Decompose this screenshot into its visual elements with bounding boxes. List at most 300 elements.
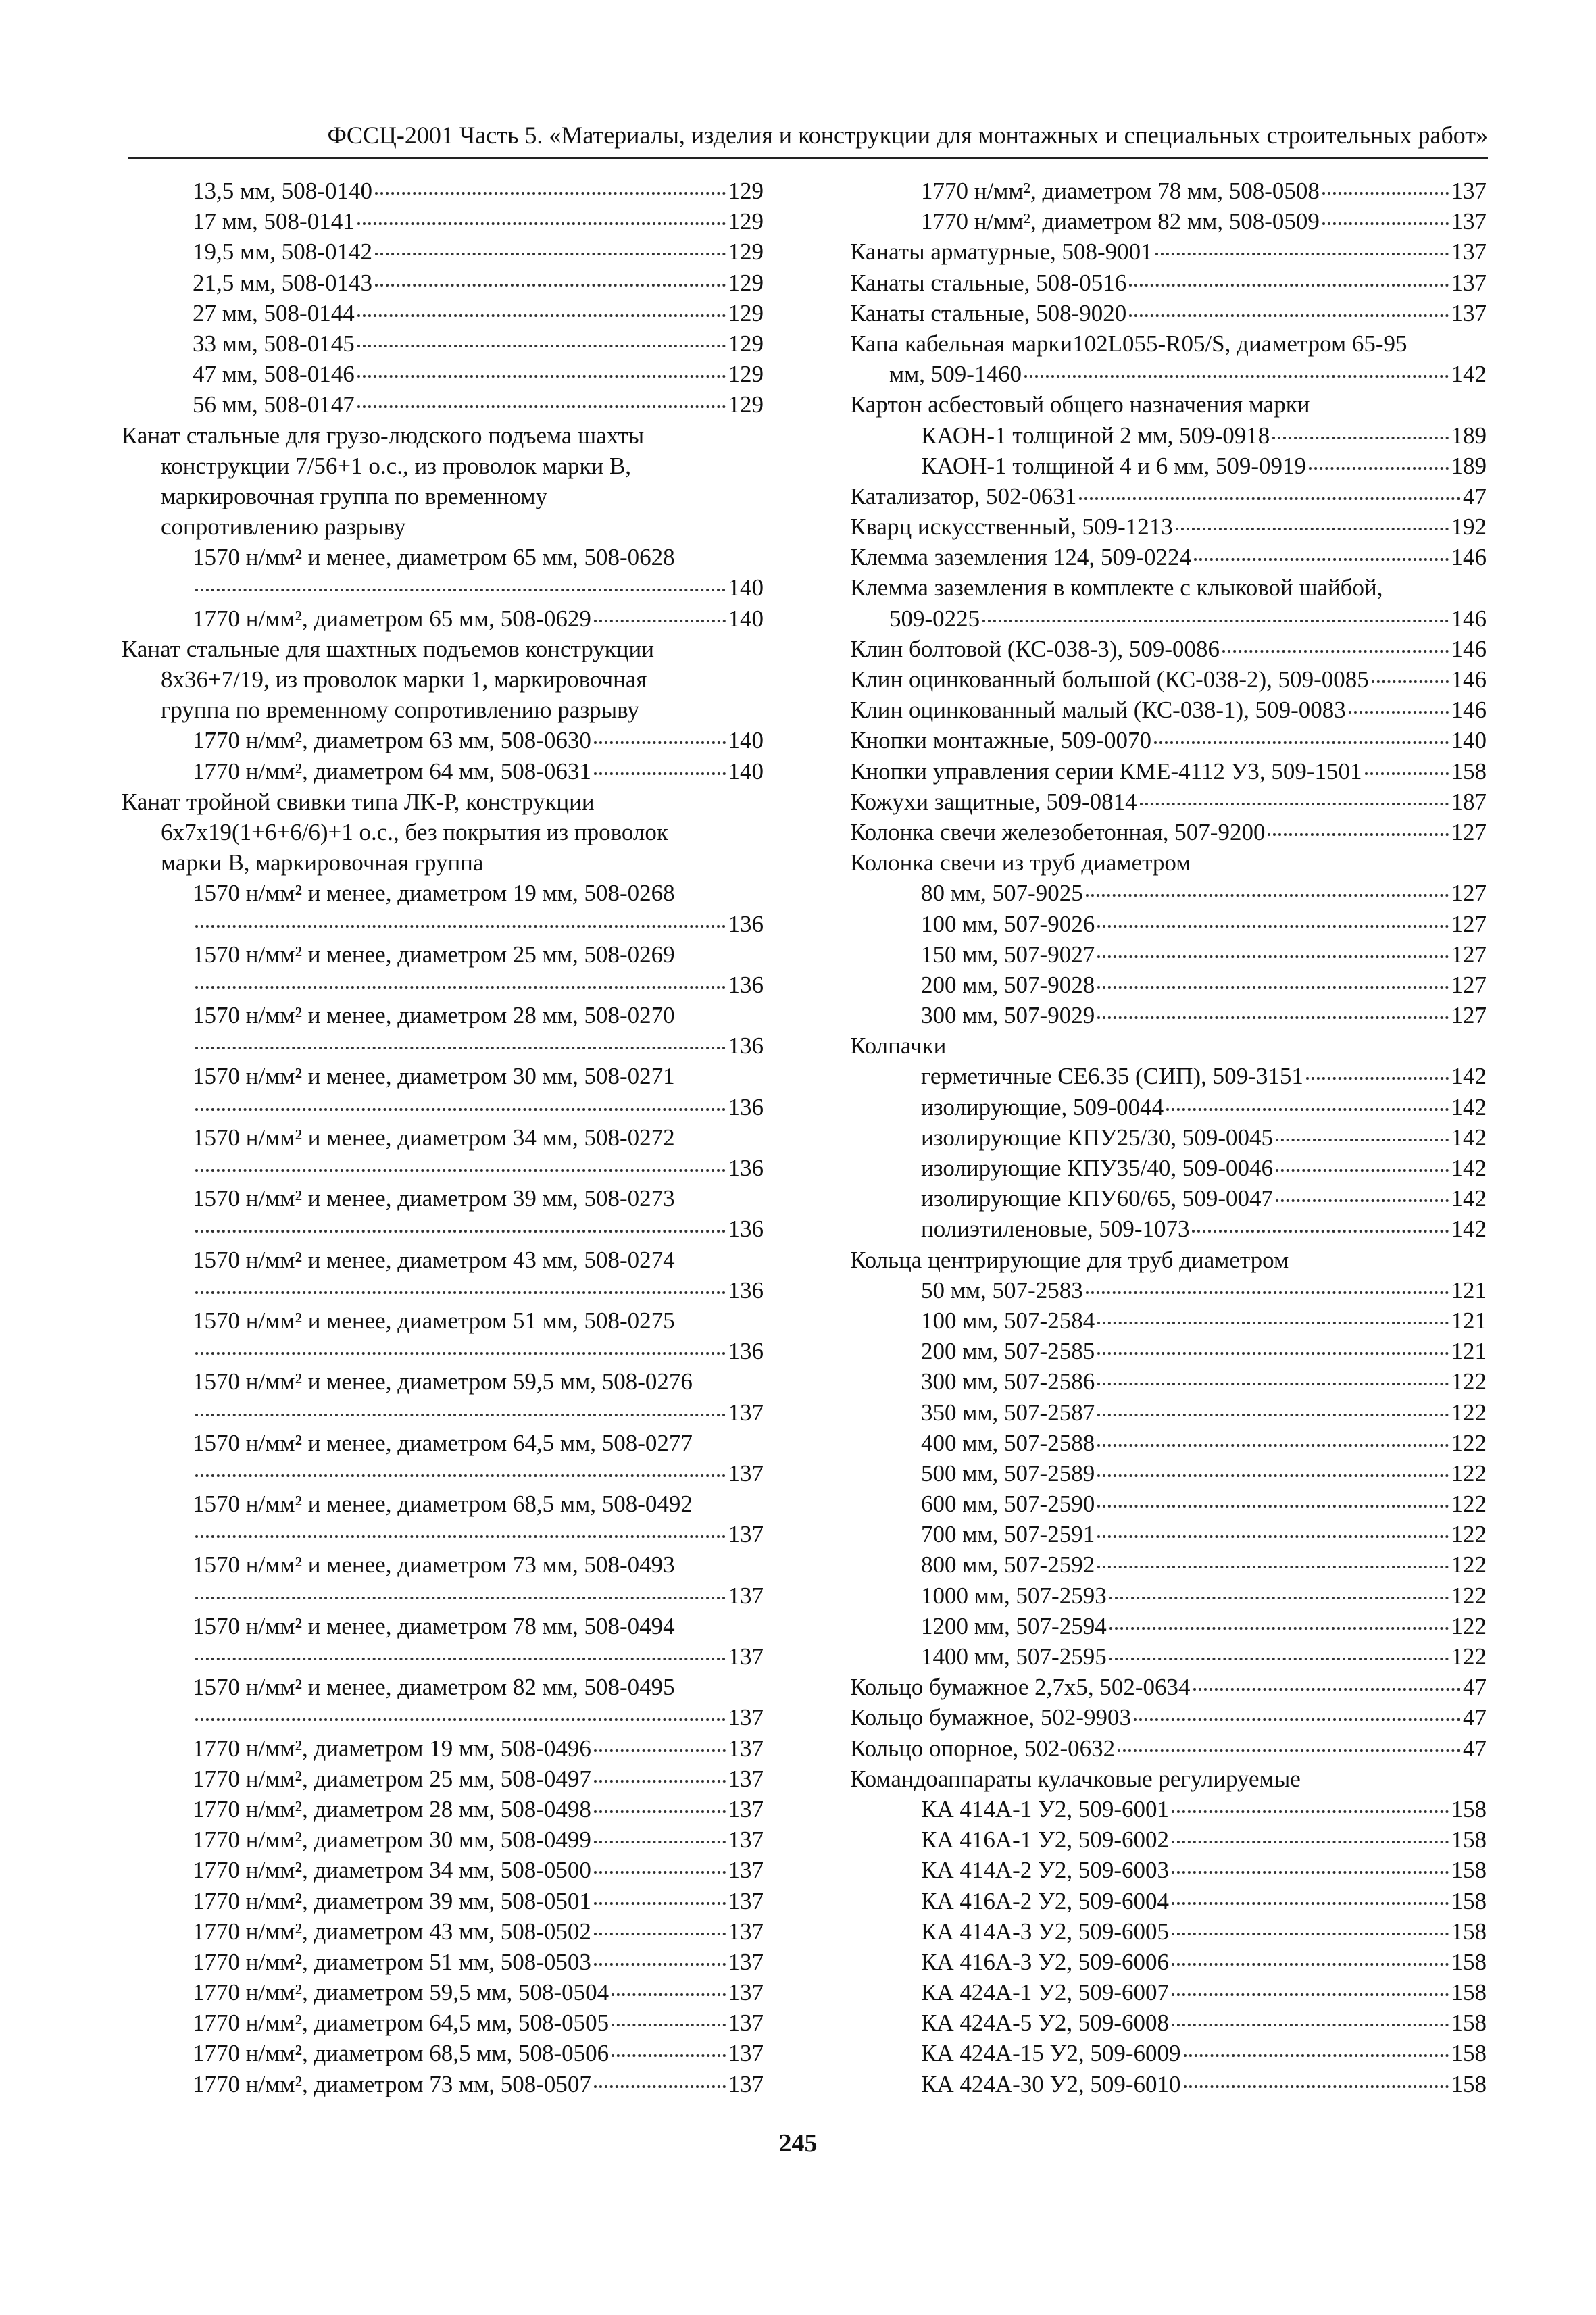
entry-label: КА 424А-15 У2, 509-6009: [921, 2040, 1181, 2067]
entry-page-number: 137: [728, 1826, 764, 1853]
entry-page-number: 142: [1451, 361, 1487, 388]
entry-page-number: 137: [728, 2040, 764, 2067]
index-entry: [122, 1519, 764, 1549]
entry-label: 1770 н/мм², диаметром 51 мм, 508-0503: [193, 1948, 591, 1975]
entry-label: КА 414А-1 У2, 509-6001: [921, 1795, 1169, 1822]
entry-page-number: 158: [1451, 1918, 1487, 1945]
index-entry: [850, 1092, 1487, 1122]
entry-label: КА 424А-5 У2, 509-6008: [921, 2010, 1169, 2037]
index-entry: [122, 1366, 764, 1397]
dot-leader: [1118, 1736, 1460, 1751]
index-entry: [850, 725, 1487, 755]
entry-label: конструкции 7/56+1 о.с., из проволок марки В,: [161, 452, 632, 479]
index-entry: [850, 1275, 1487, 1305]
entry-page-number: 137: [728, 1521, 764, 1548]
index-entry: [122, 1000, 764, 1030]
entry-page-number: 129: [728, 361, 764, 388]
index-entry: [850, 328, 1487, 359]
entry-label: 1570 н/мм² и менее, диаметром 51 мм, 508-0275: [193, 1307, 675, 1334]
entry-page-number: 127: [1451, 880, 1487, 907]
index-entry: [850, 1977, 1487, 2008]
entry-label: 19,5 мм, 508-0142: [193, 239, 372, 266]
entry-page-number: 129: [728, 208, 764, 235]
entry-label: изолирующие КПУ25/30, 509-0045: [921, 1124, 1274, 1151]
entry-page-number: 158: [1451, 1887, 1487, 1914]
index-entry: [122, 1549, 764, 1580]
dot-leader: [375, 179, 726, 195]
dot-leader: [1272, 423, 1448, 439]
entry-label: 1770 н/мм², диаметром 28 мм, 508-0498: [193, 1795, 591, 1822]
dot-leader: [594, 759, 726, 774]
index-entry: [122, 1153, 764, 1183]
dot-leader: [1309, 453, 1449, 469]
entry-label: Капа кабельная марки102L055-R05/S, диаметром 65-95: [850, 330, 1407, 357]
entry-label: 500 мм, 507-2589: [921, 1460, 1095, 1487]
entry-label: КА 414А-3 У2, 509-6005: [921, 1918, 1169, 1945]
index-entry: [850, 1549, 1487, 1580]
dot-leader: [195, 973, 726, 989]
entry-label: 1400 мм, 507-2595: [921, 1643, 1107, 1670]
index-entry: [122, 2008, 764, 2038]
dot-leader: [1086, 1278, 1449, 1294]
entry-label: Колпачки: [850, 1032, 947, 1060]
dot-leader: [1109, 1614, 1449, 1630]
entry-label: 1770 н/мм², диаметром 43 мм, 508-0502: [193, 1918, 591, 1945]
index-entry: [850, 1153, 1487, 1183]
entry-label: 6х7х19(1+6+6/6)+1 о.с., без покрытия из проволок: [161, 818, 668, 845]
dot-leader: [195, 1278, 726, 1294]
entry-page-number: 142: [1451, 1216, 1487, 1243]
dot-leader: [1086, 881, 1449, 897]
entry-label: изолирующие КПУ35/40, 509-0046: [921, 1155, 1274, 1181]
dot-leader: [1097, 1339, 1448, 1355]
index-entry: [122, 725, 764, 755]
index-entry: [850, 1733, 1487, 1764]
entry-page-number: 137: [1451, 269, 1487, 296]
index-entry: [850, 1000, 1487, 1030]
index-entry: [122, 1030, 764, 1061]
entry-page-number: 137: [728, 1948, 764, 1975]
entry-page-number: 158: [1451, 2070, 1487, 2097]
entry-page-number: 192: [1451, 514, 1487, 541]
index-entry: [122, 572, 764, 603]
entry-page-number: 146: [1451, 697, 1487, 724]
entry-label: КА 416А-2 У2, 509-6004: [921, 1887, 1169, 1914]
entry-page-number: 158: [1451, 1795, 1487, 1822]
index-entry: [850, 1458, 1487, 1489]
entry-label: КА 424А-1 У2, 509-6007: [921, 1979, 1169, 2006]
index-entry: [850, 1245, 1487, 1275]
index-entry: [122, 451, 764, 481]
dot-leader: [982, 606, 1448, 622]
entry-label: 1570 н/мм² и менее, диаметром 43 мм, 508-0274: [193, 1246, 675, 1273]
dot-leader: [1222, 637, 1448, 653]
entry-label: Катализатор, 502-0631: [850, 482, 1077, 509]
entry-page-number: 136: [728, 971, 764, 998]
dot-leader: [1097, 1003, 1448, 1019]
entry-label: сопротивлению разрыву: [161, 514, 406, 541]
entry-page-number: 140: [1451, 727, 1487, 754]
entry-page-number: 127: [1451, 910, 1487, 937]
index-entry: [122, 420, 764, 451]
dot-leader: [1097, 1370, 1448, 1385]
index-entry: [122, 634, 764, 664]
dot-leader: [612, 2011, 725, 2026]
entry-page-number: 187: [1451, 788, 1487, 815]
index-entry: [850, 817, 1487, 847]
entry-label: 33 мм, 508-0145: [193, 330, 355, 357]
entry-page-number: 136: [728, 1032, 764, 1060]
index-entry: [850, 939, 1487, 970]
entry-label: КАОН-1 толщиной 2 мм, 509-0918: [921, 422, 1270, 449]
dot-leader: [1172, 1950, 1449, 1966]
entry-label: 27 мм, 508-0144: [193, 299, 355, 326]
entry-label: 1570 н/мм² и менее, диаметром 78 мм, 508-0494: [193, 1612, 675, 1639]
entry-label: марки В, маркировочная группа: [161, 849, 484, 876]
entry-page-number: 140: [728, 574, 764, 601]
index-entry: [850, 237, 1487, 267]
dot-leader: [612, 1981, 725, 1996]
index-entry: [850, 2008, 1487, 2038]
dot-leader: [1024, 362, 1449, 378]
entry-label: 1570 н/мм² и менее, диаметром 30 мм, 508-0271: [193, 1063, 675, 1090]
entry-label: 100 мм, 507-2584: [921, 1307, 1095, 1334]
entry-page-number: 146: [1451, 605, 1487, 632]
index-column-left: [122, 176, 764, 2099]
dot-leader: [1097, 1430, 1448, 1446]
entry-label: 1570 н/мм² и менее, диаметром 34 мм, 508-0272: [193, 1124, 675, 1151]
entry-page-number: 122: [1451, 1429, 1487, 1456]
index-entry: [850, 1030, 1487, 1061]
dot-leader: [375, 240, 726, 255]
entry-page-number: 137: [728, 1795, 764, 1822]
entry-label: Кольцо бумажное 2,7х5, 502-0634: [850, 1674, 1191, 1701]
dot-leader: [594, 1858, 726, 1874]
index-entry: [850, 1061, 1487, 1091]
index-entry: [850, 2038, 1487, 2068]
index-entry: [122, 1458, 764, 1489]
entry-page-number: 137: [728, 1704, 764, 1731]
entry-label: 8х36+7/19, из проволок марки 1, маркировочная: [161, 666, 647, 693]
entry-label: 56 мм, 508-0147: [193, 391, 355, 418]
index-entry: [122, 1428, 764, 1458]
entry-page-number: 137: [728, 1582, 764, 1609]
index-entry: [850, 1336, 1487, 1366]
entry-label: 509-0225: [889, 605, 980, 632]
dot-leader: [1097, 1309, 1448, 1324]
entry-label: 1770 н/мм², диаметром 68,5 мм, 508-0506: [193, 2040, 609, 2067]
dot-leader: [1176, 515, 1449, 530]
index-entry: [850, 664, 1487, 695]
entry-page-number: 129: [728, 330, 764, 357]
dot-leader: [1097, 1553, 1448, 1568]
index-entry: [850, 206, 1487, 237]
dot-leader: [195, 1034, 726, 1049]
index-entry: [850, 1886, 1487, 1916]
index-entry: [850, 1672, 1487, 1702]
index-entry: [850, 451, 1487, 481]
dot-leader: [1276, 1126, 1448, 1141]
index-entry: [122, 1855, 764, 1885]
entry-page-number: 137: [728, 1979, 764, 2006]
entry-label: 47 мм, 508-0146: [193, 361, 355, 388]
entry-label: 300 мм, 507-9029: [921, 1002, 1095, 1029]
entry-page-number: 129: [728, 391, 764, 418]
entry-label: 1570 н/мм² и менее, диаметром 68,5 мм, 508-0492: [193, 1491, 693, 1518]
index-entry: [850, 847, 1487, 878]
entry-label: 80 мм, 507-9025: [921, 880, 1083, 907]
dot-leader: [1129, 301, 1448, 317]
entry-page-number: 122: [1451, 1368, 1487, 1395]
entry-label: 1770 н/мм², диаметром 64,5 мм, 508-0505: [193, 2010, 609, 2037]
index-entry: [850, 1122, 1487, 1153]
index-entry: [850, 359, 1487, 389]
entry-page-number: 127: [1451, 971, 1487, 998]
entry-page-number: 142: [1451, 1063, 1487, 1090]
entry-page-number: 122: [1451, 1612, 1487, 1639]
index-entry: [122, 939, 764, 970]
entry-label: Колонка свечи железобетонная, 507-9200: [850, 818, 1266, 845]
entry-label: 1000 мм, 507-2593: [921, 1582, 1107, 1609]
dot-leader: [357, 332, 726, 347]
entry-page-number: 158: [1451, 757, 1487, 785]
dot-leader: [1097, 942, 1448, 957]
entry-label: 700 мм, 507-2591: [921, 1521, 1095, 1548]
dot-leader: [1079, 484, 1460, 500]
index-entry: [122, 206, 764, 237]
entry-page-number: 137: [728, 1887, 764, 1914]
index-entry: [122, 268, 764, 298]
index-entry: [850, 268, 1487, 298]
page-number: 245: [778, 2129, 818, 2158]
entry-page-number: 136: [728, 1093, 764, 1120]
index-entry: [122, 695, 764, 725]
dot-leader: [357, 393, 726, 408]
dot-leader: [195, 1400, 726, 1416]
entry-page-number: 189: [1451, 452, 1487, 479]
dot-leader: [1155, 240, 1449, 255]
entry-label: Кольца центрирующие для труб диаметром: [850, 1246, 1289, 1273]
entry-page-number: 127: [1451, 818, 1487, 845]
index-entry: [850, 298, 1487, 328]
index-entry: [850, 1489, 1487, 1519]
entry-page-number: 122: [1451, 1399, 1487, 1426]
entry-page-number: 158: [1451, 1826, 1487, 1853]
dot-leader: [195, 912, 726, 927]
dot-leader: [195, 1339, 726, 1355]
entry-label: 350 мм, 507-2587: [921, 1399, 1095, 1426]
entry-label: 1770 н/мм², диаметром 78 мм, 508-0508: [921, 178, 1320, 204]
dot-leader: [1184, 2072, 1449, 2087]
entry-label: 1200 мм, 507-2594: [921, 1612, 1107, 1639]
index-entry: [122, 481, 764, 512]
entry-label: Колонка свечи из труб диаметром: [850, 849, 1191, 876]
index-entry: [122, 512, 764, 542]
entry-label: Кварц искусственный, 509-1213: [850, 514, 1173, 541]
entry-label: КАОН-1 толщиной 4 и 6 мм, 509-0919: [921, 452, 1306, 479]
index-entry: [122, 542, 764, 572]
index-entry: [122, 1702, 764, 1733]
dot-leader: [1372, 668, 1449, 683]
entry-label: 1570 н/мм² и менее, диаметром 19 мм, 508-0268: [193, 880, 675, 907]
dot-leader: [612, 2041, 725, 2057]
entry-page-number: 122: [1451, 1460, 1487, 1487]
entry-page-number: 137: [1451, 178, 1487, 204]
entry-page-number: 158: [1451, 1979, 1487, 2006]
dot-leader: [1097, 973, 1448, 989]
index-entry: [850, 420, 1487, 451]
entry-label: 1570 н/мм² и менее, диаметром 59,5 мм, 508-0276: [193, 1368, 693, 1395]
dot-leader: [195, 1217, 726, 1233]
dot-leader: [1276, 1156, 1448, 1172]
entry-label: Канаты стальные, 508-9020: [850, 299, 1127, 326]
entry-label: 1770 н/мм², диаметром 82 мм, 508-0509: [921, 208, 1320, 235]
dot-leader: [195, 1706, 726, 1721]
entry-label: полиэтиленовые, 509-1073: [921, 1216, 1190, 1243]
dot-leader: [594, 1950, 726, 1966]
entry-page-number: 136: [728, 1338, 764, 1365]
entry-page-number: 158: [1451, 2040, 1487, 2067]
entry-label: изолирующие, 509-0044: [921, 1093, 1164, 1120]
entry-label: 1770 н/мм², диаметром 19 мм, 508-0496: [193, 1735, 591, 1762]
entry-label: Кожухи защитные, 509-0814: [850, 788, 1137, 815]
index-entry: [122, 847, 764, 878]
entry-page-number: 122: [1451, 1551, 1487, 1578]
entry-label: КА 416А-1 У2, 509-6002: [921, 1826, 1169, 1853]
entry-label: 1570 н/мм² и менее, диаметром 25 мм, 508-0269: [193, 941, 675, 968]
entry-page-number: 142: [1451, 1185, 1487, 1212]
index-entry: [850, 1641, 1487, 1672]
dot-leader: [1192, 1217, 1448, 1233]
index-entry: [122, 1824, 764, 1855]
entry-label: 150 мм, 507-9027: [921, 941, 1095, 968]
index-entry: [850, 909, 1487, 939]
entry-label: 100 мм, 507-9026: [921, 910, 1095, 937]
index-entry: [850, 1397, 1487, 1428]
index-entry: [850, 1916, 1487, 1947]
entry-page-number: 146: [1451, 666, 1487, 693]
dot-leader: [1097, 1522, 1448, 1538]
dot-leader: [195, 1095, 726, 1110]
entry-label: Командоаппараты кулачковые регулируемые: [850, 1765, 1301, 1792]
dot-leader: [1194, 545, 1448, 561]
dot-leader: [594, 1797, 726, 1813]
entry-label: 1570 н/мм² и менее, диаметром 39 мм, 508-0273: [193, 1185, 675, 1212]
dot-leader: [594, 728, 726, 744]
entry-page-number: 158: [1451, 1857, 1487, 1884]
entry-page-number: 136: [728, 1216, 764, 1243]
index-entry: [122, 1275, 764, 1305]
entry-page-number: 47: [1463, 1735, 1487, 1762]
index-entry: [122, 1122, 764, 1153]
index-entry: [122, 756, 764, 787]
index-entry: [850, 572, 1487, 603]
index-entry: [850, 1519, 1487, 1549]
dot-leader: [195, 1156, 726, 1172]
dot-leader: [195, 1522, 726, 1538]
dot-leader: [195, 1462, 726, 1477]
entry-page-number: 158: [1451, 1948, 1487, 1975]
index-entry: [122, 1183, 764, 1214]
dot-leader: [1172, 2011, 1449, 2026]
index-entry: [850, 787, 1487, 817]
entry-label: Канат тройной свивки типа ЛК-Р, конструкции: [122, 788, 595, 815]
entry-page-number: 140: [728, 757, 764, 785]
index-entry: [850, 634, 1487, 664]
dot-leader: [1109, 1583, 1449, 1599]
index-entry: [850, 1580, 1487, 1611]
dot-leader: [1276, 1187, 1448, 1202]
dot-leader: [1349, 698, 1449, 714]
entry-label: 200 мм, 507-2585: [921, 1338, 1095, 1365]
entry-page-number: 47: [1463, 1674, 1487, 1701]
index-entry: [850, 1764, 1487, 1794]
entry-label: 400 мм, 507-2588: [921, 1429, 1095, 1456]
index-entry: [122, 1947, 764, 1977]
index-entry: [122, 1397, 764, 1428]
entry-page-number: 137: [1451, 299, 1487, 326]
entry-page-number: 136: [728, 1155, 764, 1181]
dot-leader: [594, 2072, 726, 2087]
entry-label: Кольцо опорное, 502-0632: [850, 1735, 1116, 1762]
entry-page-number: 137: [1451, 239, 1487, 266]
index-entry: [850, 970, 1487, 1000]
index-entry: [850, 1702, 1487, 1733]
entry-page-number: 122: [1451, 1582, 1487, 1609]
dot-leader: [357, 362, 726, 378]
index-entry: [850, 512, 1487, 542]
entry-page-number: 122: [1451, 1643, 1487, 1670]
dot-leader: [1166, 1095, 1448, 1110]
entry-label: Клемма заземления в комплекте с клыковой шайбой,: [850, 574, 1383, 601]
entry-label: 1570 н/мм² и менее, диаметром 82 мм, 508-0495: [193, 1674, 675, 1701]
dot-leader: [195, 1645, 726, 1660]
dot-leader: [1172, 1919, 1449, 1935]
index-entry: [122, 2069, 764, 2099]
entry-page-number: 140: [728, 605, 764, 632]
index-entry: [850, 1855, 1487, 1885]
entry-label: 1570 н/мм² и менее, диаметром 65 мм, 508-0628: [193, 544, 675, 571]
index-entry: [122, 1764, 764, 1794]
entry-page-number: 122: [1451, 1521, 1487, 1548]
entry-label: 50 мм, 507-2583: [921, 1276, 1083, 1303]
entry-page-number: 142: [1451, 1155, 1487, 1181]
entry-page-number: 146: [1451, 544, 1487, 571]
entry-label: Канаты арматурные, 508-9001: [850, 239, 1153, 266]
dot-leader: [1184, 2041, 1449, 2057]
dot-leader: [1322, 179, 1449, 195]
dot-leader: [1097, 1400, 1448, 1416]
entry-label: Клин оцинкованный большой (КС-038-2), 509-0085: [850, 666, 1369, 693]
entry-label: группа по временному сопротивлению разрыву: [161, 697, 640, 724]
index-entry: [122, 1245, 764, 1275]
dot-leader: [357, 209, 726, 225]
index-column-right: [850, 176, 1487, 2099]
dot-leader: [1140, 790, 1449, 805]
entry-page-number: 142: [1451, 1124, 1487, 1151]
index-entry: [122, 1672, 764, 1702]
index-entry: [122, 1886, 764, 1916]
dot-leader: [1134, 1706, 1460, 1721]
entry-page-number: 136: [728, 1276, 764, 1303]
entry-label: герметичные СЕ6.35 (СИП), 509-3151: [921, 1063, 1303, 1090]
entry-label: Кнопки управления серии КМЕ-4112 У3, 509-1501: [850, 757, 1362, 785]
running-header: ФССЦ-2001 Часть 5. «Материалы, изделия и конструкции для монтажных и специальных строительных работ»: [128, 114, 1488, 159]
index-entry: [122, 1641, 764, 1672]
dot-leader: [1365, 759, 1449, 774]
entry-label: КА 424А-30 У2, 509-6010: [921, 2070, 1181, 2097]
entry-label: Клин оцинкованный малый (КС-038-1), 509-0083: [850, 697, 1346, 724]
